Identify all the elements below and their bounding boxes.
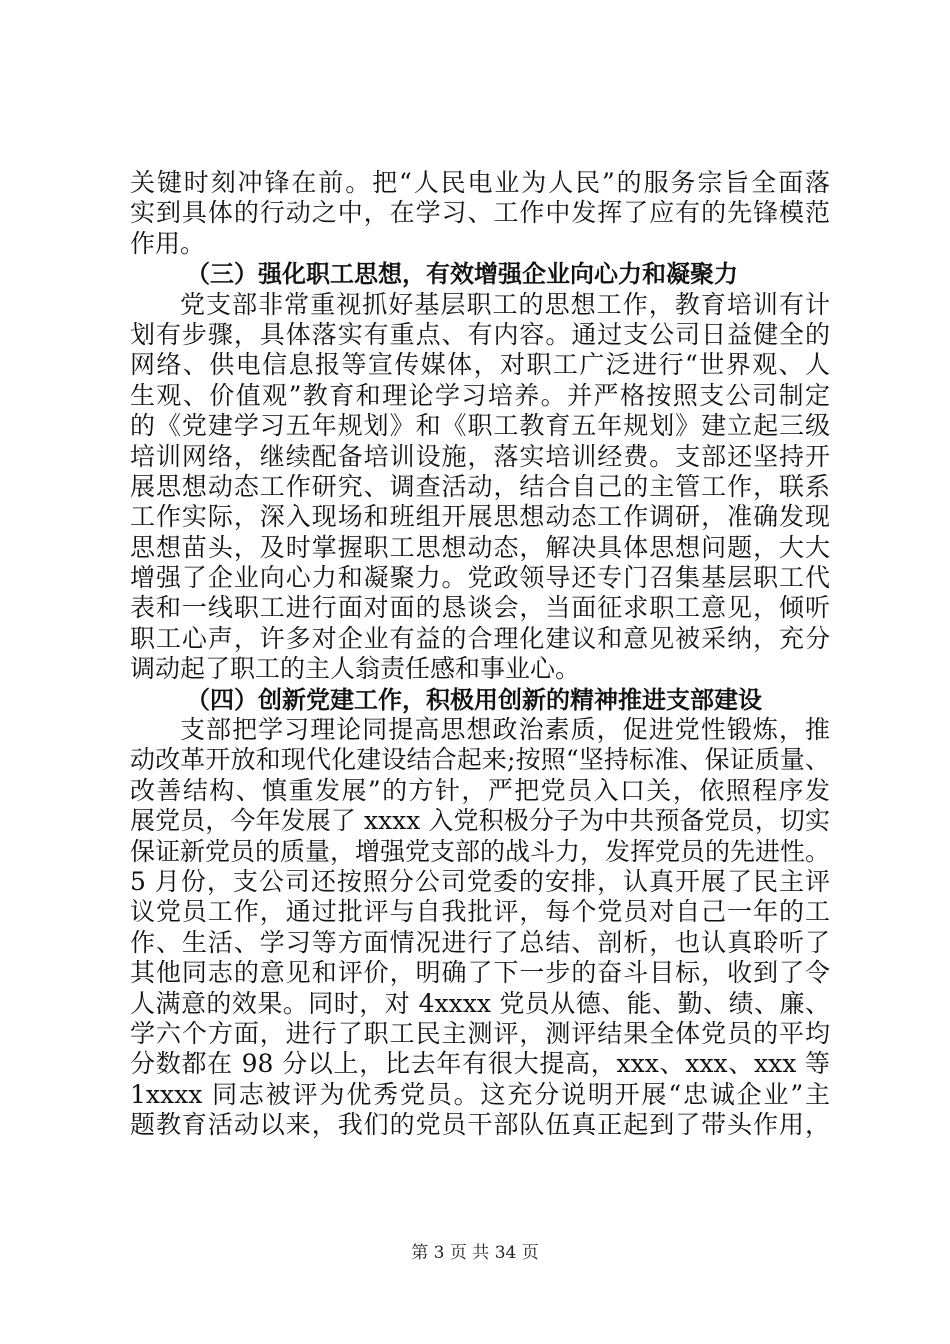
- body-line: 学六个方面，进行了职工民主测评，测评结果全体党员的平均: [130, 1018, 830, 1048]
- body-line: 生观、价值观”教育和理论学习培养。并严格按照支公司制定: [130, 380, 830, 410]
- body-line: 表和一线职工进行面对面的恳谈会，当面征求职工意见，倾听: [130, 593, 830, 623]
- body-line: 的《党建学习五年规划》和《职工教育五年规划》建立起三级: [130, 411, 830, 441]
- paragraph-first-line: 党支部非常重视抓好基层职工的思想工作，教育培训有计: [180, 289, 830, 319]
- body-line: 展党员，今年发展了 xxxx 入党积极分子为中共预备党员，切实: [130, 806, 830, 836]
- body-line: 工作实际，深入现场和班组开展思想动态工作调研，准确发现: [130, 502, 830, 532]
- section-heading-4: （四）创新党建工作，积极用创新的精神推进支部建设: [186, 685, 762, 714]
- body-line: 动改革开放和现代化建设结合起来;按照“坚持标准、保证质量、: [130, 745, 830, 775]
- body-line: 题教育活动以来，我们的党员干部队伍真正起到了带头作用，: [130, 1110, 830, 1140]
- body-line: 改善结构、慎重发展”的方针，严把党员入口关，依照程序发: [130, 775, 830, 805]
- body-line: 5 月份，支公司还按照分公司党委的安排，认真开展了民主评: [130, 866, 830, 896]
- body-line: 1xxxx 同志被评为优秀党员。这充分说明开展“忠诚企业”主: [130, 1079, 830, 1109]
- body-line: 培训网络，继续配备培训设施，落实培训经费。支部还坚持开: [130, 441, 830, 471]
- body-line: 关键时刻冲锋在前。把“人民电业为人民”的服务宗旨全面落: [130, 168, 830, 197]
- body-line: 网络、供电信息报等宣传媒体，对职工广泛进行“世界观、人: [130, 350, 830, 380]
- body-line: 作、生活、学习等方面情况进行了总结、剖析，也认真聆听了: [130, 927, 830, 957]
- body-line: 议党员工作，通过批评与自我批评，每个党员对自己一年的工: [130, 897, 830, 927]
- body-line: 增强了企业向心力和凝聚力。党政领导还专门召集基层职工代: [130, 563, 830, 593]
- body-line: 作用。: [130, 228, 206, 258]
- body-line: 划有步骤，具体落实有重点、有内容。通过支公司日益健全的: [130, 319, 830, 349]
- body-line: 保证新党员的质量，增强党支部的战斗力，发挥党员的先进性。: [130, 836, 831, 866]
- body-line: 分数都在 98 分以上，比去年有很大提高，xxx、xxx、xxx 等: [130, 1049, 830, 1079]
- body-line: 调动起了职工的主人翁责任感和事业心。: [130, 654, 581, 684]
- page-number-footer: 第 3 页 共 34 页: [411, 1243, 539, 1263]
- body-text: [130, 168, 830, 1141]
- body-line: 思想苗头，及时掌握职工思想动态，解决具体思想问题，大大: [130, 532, 830, 562]
- body-line: 实到具体的行动之中，在学习、工作中发挥了应有的先锋模范: [130, 198, 830, 228]
- body-line: 人满意的效果。同时，对 4xxxx 党员从德、能、勤、绩、廉、: [130, 988, 830, 1018]
- body-line: 展思想动态工作研究、调查活动，结合自己的主管工作，联系: [130, 471, 830, 501]
- body-line: 其他同志的意见和评价，明确了下一步的奋斗目标，收到了令: [130, 958, 830, 988]
- section-heading-3: （三）强化职工思想，有效增强企业向心力和凝聚力: [186, 260, 738, 289]
- body-line: 职工心声，许多对企业有益的合理化建议和意见被采纳，充分: [130, 623, 830, 653]
- paragraph-first-line: 支部把学习理论同提高思想政治素质，促进党性锻炼，推: [180, 715, 830, 745]
